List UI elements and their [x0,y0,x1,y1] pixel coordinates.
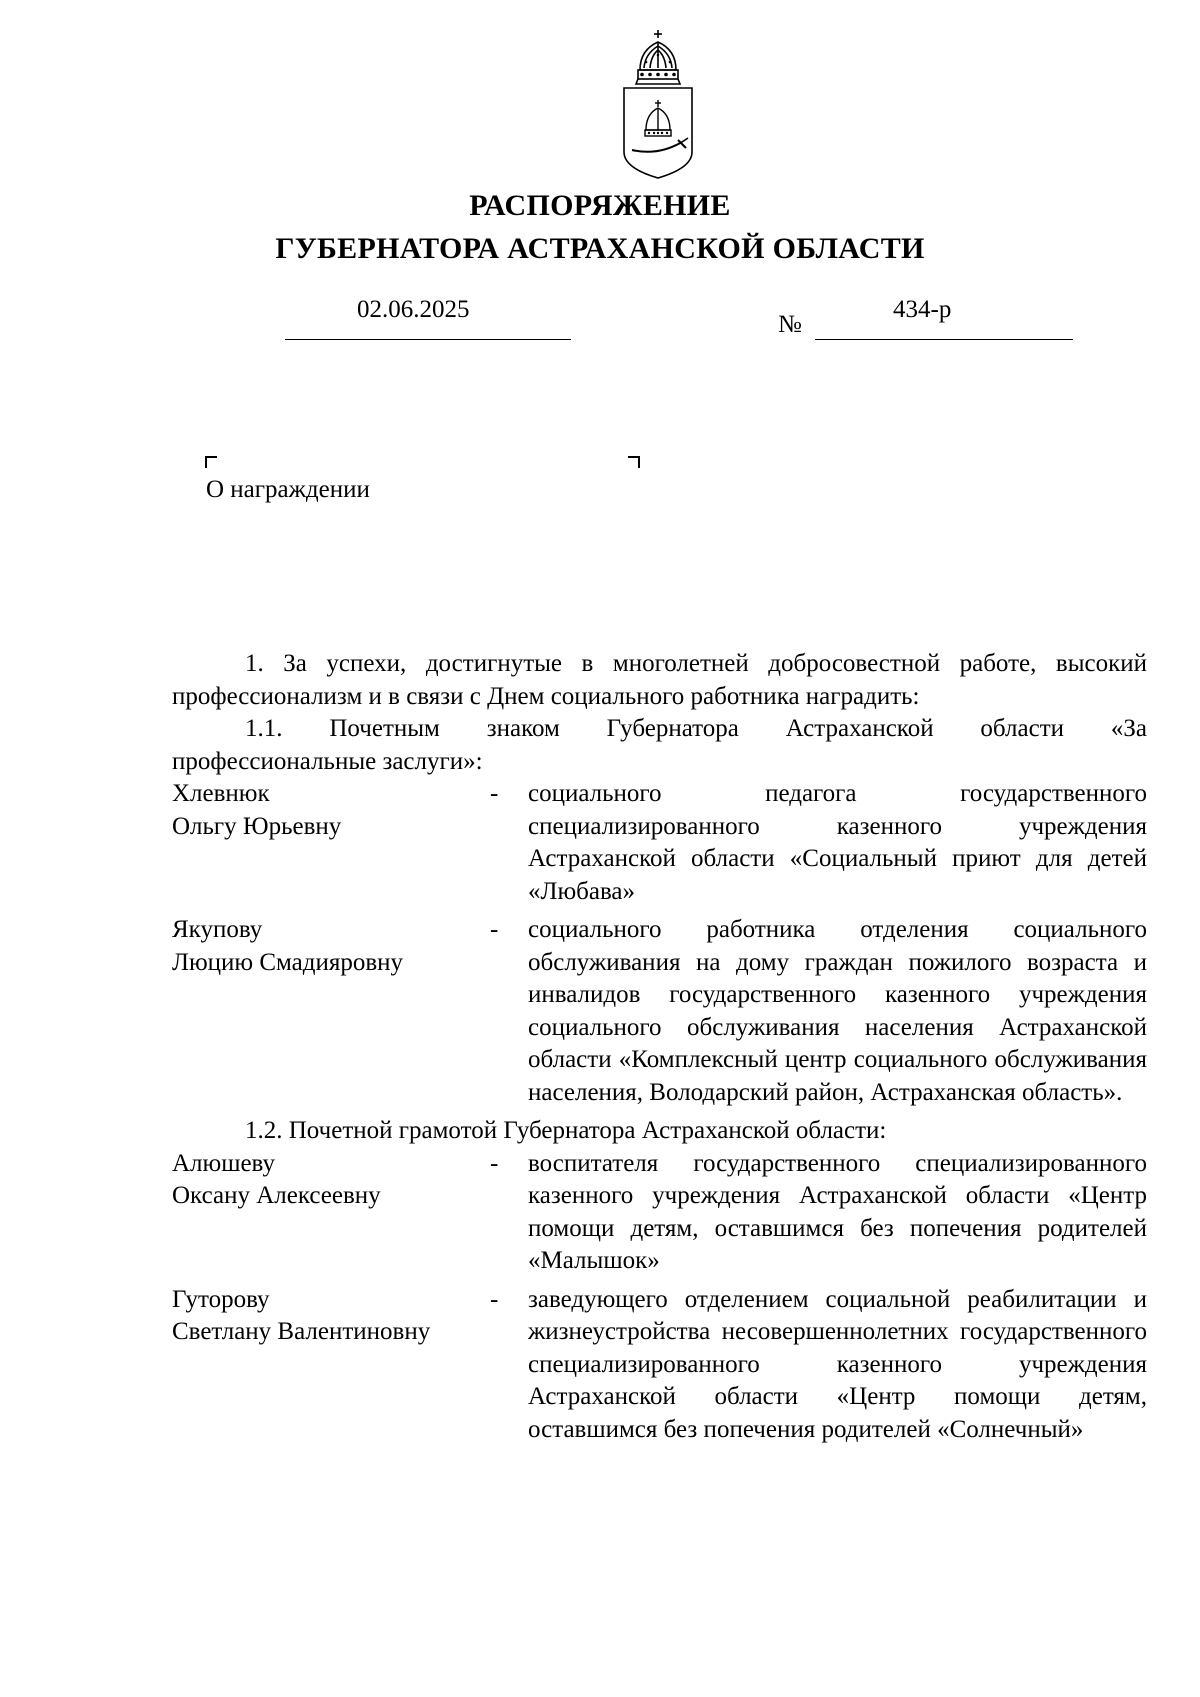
award-entry [172,1284,1147,1447]
document-body [172,648,1147,1452]
document-type-title: РАСПОРЯЖЕНИЕ [469,189,731,222]
award-entry [172,778,1147,908]
awardee-given-names: Оксану Алексеевну [172,1182,381,1209]
subject-corner-right [628,456,640,468]
subject-corner-left [205,456,217,468]
paragraph-1-1-line-2: профессиональные заслуги»: [172,747,483,775]
entry-dash: - [490,916,499,943]
entry-dash: - [490,1149,499,1177]
document-date: 02.06.2025 [357,296,470,323]
document-number: 434-р [893,296,952,323]
paragraph-1-1-line-1: 1.1. Почетным знаком Губернатора Астраханской области «За [245,715,1147,742]
entry-dash: - [490,1285,499,1313]
paragraph-1: 1. За успехи, достигнутые в многолетней добросовестной работе, высокий профессионализм и в связи с Днем социального работника наградить: [172,650,1147,710]
date-underline [285,339,571,340]
coat-of-arms-icon [618,28,698,180]
awardee-surname: Хлевнюк [172,780,270,807]
awardee-given-names: Светлану Валентиновну [172,1318,431,1345]
awardee-surname: Якупову [172,916,263,943]
document-subject: О награждении [206,476,370,503]
number-underline [815,339,1073,340]
awardee-name [172,914,490,979]
awardee-position: заведующего отделением социальной реабилитации и жизнеустройства несовершеннолетних государственного специализированного казенного учреждения Астраханской области «Центр помощи детям, оставшимся без попечения родителей «Солнечный» [528,1285,1147,1443]
paragraph-1-2: 1.2. Почетной грамотой Губернатора Астраханской области: [245,1117,887,1144]
entry-dash: - [490,780,499,807]
award-entry [172,914,1147,1109]
awardee-position: социального работника отделения социального обслуживания на дому граждан пожилого возраста и инвалидов государственного казенного учреждения социального обслуживания населения Астраханской области «Комплексный центр социального обслуживания населения, Володарский район, Астраханская область». [528,916,1147,1106]
awardee-name [172,778,490,843]
awardee-position: социального педагога государственного специализированного казенного учреждения Астраханской области «Социальный приют для детей «Любава» [528,780,1147,905]
awardee-given-names: Люцию Смадияровну [172,948,404,976]
award-entry [172,1148,1147,1278]
awardee-position: воспитателя государственного специализированного казенного учреждения Астраханской области «Центр помощи детям, оставшимся без попечения родителей «Малышок» [528,1149,1147,1274]
issuing-authority-title: ГУБЕРНАТОРА АСТРАХАНСКОЙ ОБЛАСТИ [275,232,925,265]
awardee-surname: Алюшеву [172,1149,276,1177]
awardee-surname: Гуторову [172,1285,270,1313]
awardee-given-names: Ольгу Юрьевну [172,812,342,840]
number-label: № [778,311,802,338]
awardee-name [172,1148,490,1213]
awardee-name [172,1284,490,1349]
